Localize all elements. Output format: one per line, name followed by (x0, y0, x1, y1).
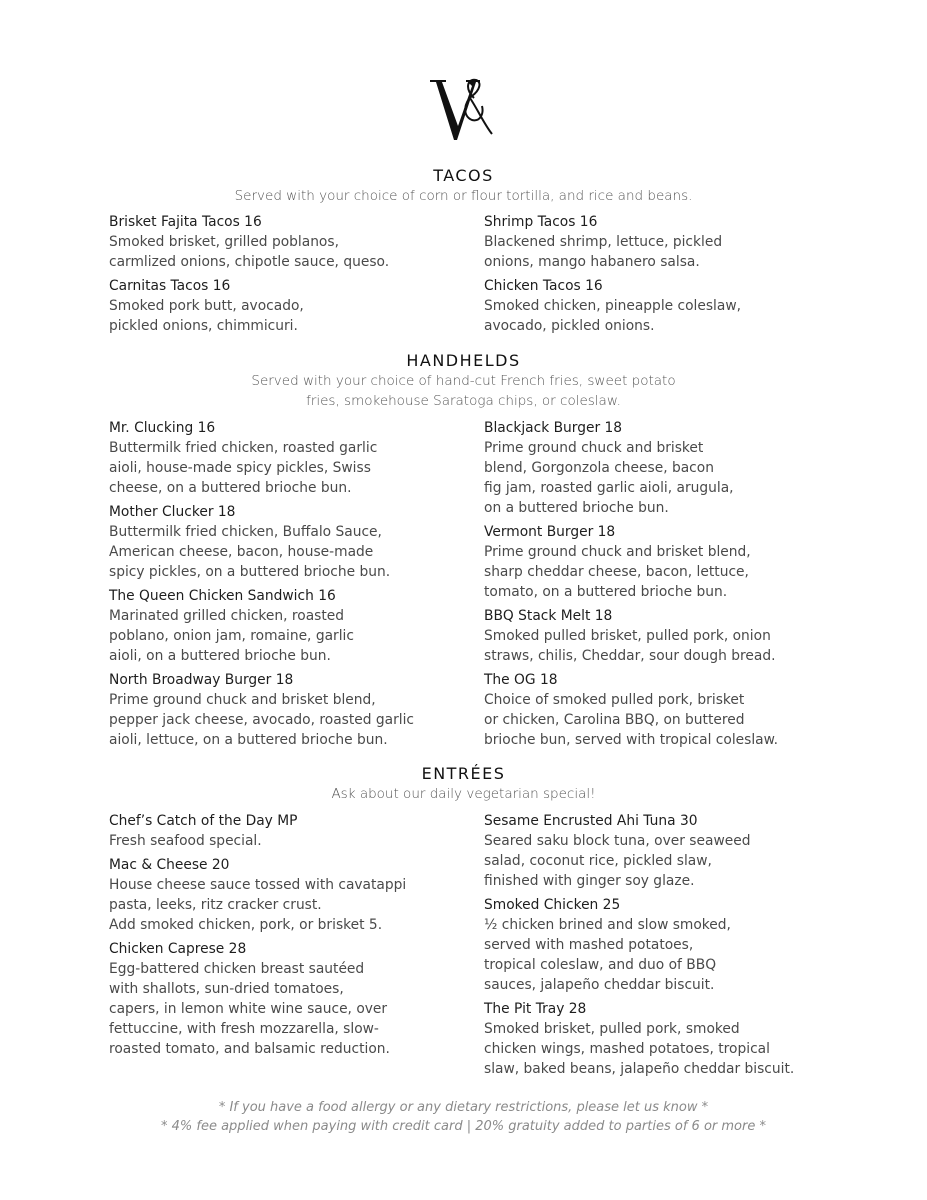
item-description: Blackened shrimp, lettuce, pickled onions, mango habanero salsa. (484, 234, 723, 270)
section-entrees (0, 764, 927, 804)
restaurant-logo-icon (428, 76, 500, 142)
item-name: Smoked Chicken 25 (484, 897, 621, 913)
menu-item (484, 670, 844, 750)
item-description: Buttermilk fried chicken, Buffalo Sauce, American cheese, bacon, house-made spicy pickles, on a buttered brioche bun. (109, 524, 391, 580)
menu-item (484, 522, 844, 602)
footer-notes (0, 1098, 927, 1136)
item-name: Brisket Fajita Tacos 16 (109, 214, 262, 230)
item-name: Carnitas Tacos 16 (109, 278, 231, 294)
menu-item (109, 502, 469, 582)
section-subtitle: Served with your choice of corn or flour tortilla, and rice and beans. (234, 188, 693, 204)
fee-gratuity-note: * 4% fee applied when paying with credit card | 20% gratuity added to parties of 6 or more * (161, 1119, 766, 1134)
item-description: Egg-battered chicken breast sautéed with shallots, sun-dried tomatoes, capers, in lemon white wine sauce, over fettuccine, with fresh mozzarella, slow- roasted tomato, and balsamic reduction. (109, 961, 390, 1057)
item-name: The OG 18 (484, 672, 558, 688)
item-name: The Queen Chicken Sandwich 16 (109, 588, 336, 604)
item-description: Prime ground chuck and brisket blend, Gorgonzola cheese, bacon fig jam, roasted garlic aioli, arugula, on a buttered brioche bun. (484, 440, 734, 516)
menu-item (109, 212, 469, 272)
menu-item (109, 586, 469, 666)
menu-item (484, 895, 844, 995)
menu-item (109, 811, 469, 851)
item-description: ½ chicken brined and slow smoked, served with mashed potatoes, tropical coleslaw, and duo of BBQ sauces, jalapeño cheddar biscuit. (484, 917, 731, 993)
section-subtitle: Ask about our daily vegetarian special! (331, 786, 596, 802)
menu-item (109, 418, 469, 498)
item-description: Smoked pulled brisket, pulled pork, onion straws, chilis, Cheddar, sour dough bread. (484, 628, 776, 664)
item-name: Shrimp Tacos 16 (484, 214, 598, 230)
item-name: North Broadway Burger 18 (109, 672, 294, 688)
section-handhelds (0, 351, 927, 411)
item-description: Fresh seafood special. (109, 833, 262, 849)
menu-item (484, 276, 844, 336)
section-title: TACOS (433, 166, 494, 185)
menu-item (109, 276, 469, 336)
section-title: HANDHELDS (406, 351, 521, 370)
section-tacos (0, 166, 927, 206)
tacos-right-column (484, 212, 844, 340)
menu-item (484, 606, 844, 666)
item-name: Mr. Clucking 16 (109, 420, 216, 436)
item-description: Seared saku block tuna, over seaweed salad, coconut rice, pickled slaw, finished with ginger soy glaze. (484, 833, 751, 889)
item-name: Vermont Burger 18 (484, 524, 616, 540)
item-description: Prime ground chuck and brisket blend, sharp cheddar cheese, bacon, lettuce, tomato, on a buttered brioche bun. (484, 544, 751, 600)
item-name: Chicken Tacos 16 (484, 278, 603, 294)
menu-item (109, 939, 469, 1059)
item-description: Prime ground chuck and brisket blend, pepper jack cheese, avocado, roasted garlic aioli, lettuce, on a buttered brioche bun. (109, 692, 415, 748)
menu-item (484, 212, 844, 272)
handhelds-left-column (109, 418, 469, 754)
menu-item (484, 811, 844, 891)
entrees-right-column (484, 811, 844, 1083)
item-description: Marinated grilled chicken, roasted poblano, onion jam, romaine, garlic aioli, on a buttered brioche bun. (109, 608, 354, 664)
item-description: Buttermilk fried chicken, roasted garlic aioli, house-made spicy pickles, Swiss cheese, on a buttered brioche bun. (109, 440, 378, 496)
item-name: Mac & Cheese 20 (109, 857, 230, 873)
menu-item (484, 999, 844, 1079)
item-name: BBQ Stack Melt 18 (484, 608, 613, 624)
section-title: ENTRÉES (421, 764, 506, 783)
menu-item (109, 855, 469, 935)
allergy-note: * If you have a food allergy or any dietary restrictions, please let us know * (218, 1100, 709, 1115)
item-description: Choice of smoked pulled pork, brisket or chicken, Carolina BBQ, on buttered brioche bun, served with tropical coleslaw. (484, 692, 779, 748)
entrees-left-column (109, 811, 469, 1063)
item-name: Blackjack Burger 18 (484, 420, 623, 436)
item-description: Smoked chicken, pineapple coleslaw, avocado, pickled onions. (484, 298, 742, 334)
menu-item (109, 670, 469, 750)
item-description: Smoked brisket, pulled pork, smoked chicken wings, mashed potatoes, tropical slaw, baked beans, jalapeño cheddar biscuit. (484, 1021, 795, 1077)
item-name: The Pit Tray 28 (484, 1001, 587, 1017)
item-name: Sesame Encrusted Ahi Tuna 30 (484, 813, 698, 829)
item-name: Mother Clucker 18 (109, 504, 236, 520)
tacos-left-column (109, 212, 469, 340)
item-name: Chicken Caprese 28 (109, 941, 247, 957)
item-description: Smoked brisket, grilled poblanos, carmlized onions, chipotle sauce, queso. (109, 234, 390, 270)
item-name: Chef’s Catch of the Day MP (109, 813, 298, 829)
handhelds-right-column (484, 418, 844, 754)
item-description: Smoked pork butt, avocado, pickled onions, chimmicuri. (109, 298, 304, 334)
section-subtitle: Served with your choice of hand-cut French fries, sweet potato fries, smokehouse Saratoga chips, or coleslaw. (251, 373, 676, 409)
item-description: House cheese sauce tossed with cavatappi pasta, leeks, ritz cracker crust. Add smoked chicken, pork, or brisket 5. (109, 877, 407, 933)
menu-item (484, 418, 844, 518)
